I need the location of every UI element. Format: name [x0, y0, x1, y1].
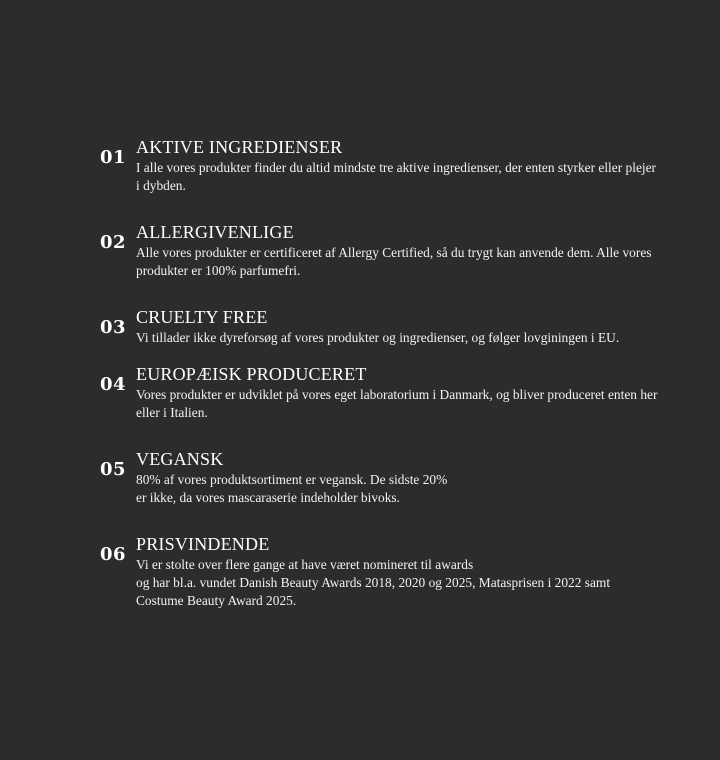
feature-description: Vi tillader ikke dyreforsøg af vores produkter og ingredienser, og følger lovginingen i EU.	[136, 330, 620, 345]
feature-title: VEGANSK	[136, 449, 224, 469]
feature-title: AKTIVE INGREDIENSER	[136, 137, 343, 157]
feature-item-european-produced	[100, 363, 660, 422]
feature-content	[136, 363, 660, 422]
feature-description: Vores produkter er udviklet på vores eget laboratorium i Danmark, og bliver produceret enten her eller i Italien.	[136, 387, 658, 420]
feature-item-active-ingredients	[100, 136, 660, 195]
feature-number: 03	[100, 317, 127, 338]
feature-content	[136, 136, 660, 195]
feature-number: 01	[100, 147, 127, 168]
feature-title: CRUELTY FREE	[136, 307, 268, 327]
feature-description: I alle vores produkter finder du altid mindste tre aktive ingredienser, der enten styrker eller plejer i dybden.	[136, 160, 657, 193]
feature-number: 04	[100, 374, 127, 395]
feature-title: PRISVINDENDE	[136, 534, 270, 554]
feature-content	[136, 221, 660, 280]
feature-item-allergy-friendly	[100, 221, 660, 280]
feature-title: ALLERGIVENLIGE	[136, 222, 294, 242]
feature-item-award-winning	[100, 533, 660, 610]
feature-description: 80% af vores produktsortiment er vegansk. De sidste 20% er ikke, da vores mascaraserie indeholder bivoks.	[136, 472, 448, 505]
feature-content	[136, 533, 660, 610]
feature-number: 02	[100, 232, 127, 253]
feature-item-vegan	[100, 448, 660, 507]
feature-content	[136, 448, 660, 507]
feature-number: 06	[100, 544, 127, 565]
feature-title: EUROPÆISK PRODUCERET	[136, 364, 367, 384]
feature-description: Alle vores produkter er certificeret af Allergy Certified, så du trygt kan anvende dem. Alle vores produkter er 100% parfumefri.	[136, 245, 652, 278]
feature-number: 05	[100, 459, 127, 480]
feature-description: Vi er stolte over flere gange at have været nomineret til awards og har bl.a. vundet Danish Beauty Awards 2018, 2020 og 2025, Matasprisen i 2022 samt Costume Beauty Award 2025.	[136, 557, 611, 608]
feature-item-cruelty-free	[100, 306, 660, 347]
feature-list	[100, 136, 660, 610]
feature-content	[136, 306, 660, 347]
